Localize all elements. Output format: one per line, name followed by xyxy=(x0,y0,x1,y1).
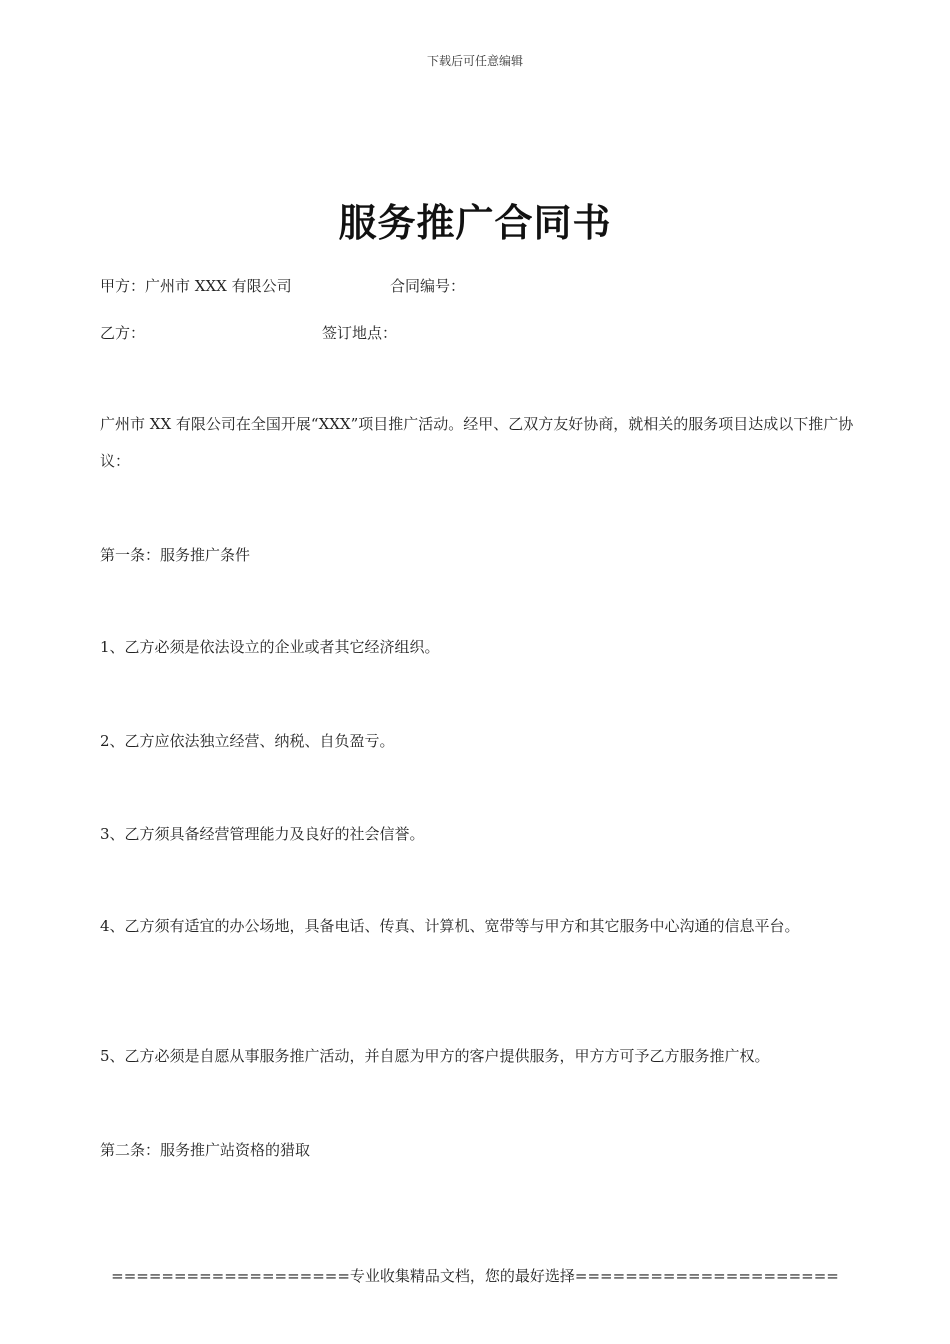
party-b: 乙方： xyxy=(100,324,146,342)
document-title: 服务推广合同书 xyxy=(338,200,612,245)
list-item-1: 1、乙方必须是依法设立的企业或者其它经济组织。 xyxy=(100,638,440,656)
article-1-title: 第一条：服务推广条件 xyxy=(100,546,251,564)
list-item-2: 2、乙方应依法独立经营、纳税、自负盈亏。 xyxy=(100,732,395,750)
header-note: 下载后可任意编辑 xyxy=(426,54,523,68)
intro-paragraph: 广州市 XX 有限公司在全国开展“XXX”项目推广活动。经甲、乙双方友好协商，就相关的服务项目达成以下推广协议： xyxy=(100,415,854,470)
sign-place-label: 签订地点： xyxy=(322,324,398,342)
list-item-3: 3、乙方须具备经营管理能力及良好的社会信誉。 xyxy=(100,825,425,843)
list-item-5: 5、乙方必须是自愿从事服务推广活动，并自愿为甲方的客户提供服务，甲方方可予乙方服务推广权。 xyxy=(100,1047,770,1065)
footer-banner: ===================专业收集精品文档，您的最好选择===================== xyxy=(111,1267,839,1285)
article-2-title: 第二条：服务推广站资格的猎取 xyxy=(100,1141,311,1159)
contract-number-label: 合同编号： xyxy=(390,277,466,295)
party-a: 甲方：广州市 XXX 有限公司 xyxy=(100,277,292,295)
list-item-4: 4、乙方须有适宜的办公场地，具备电话、传真、计算机、宽带等与甲方和其它服务中心沟通的信息平台。 xyxy=(100,917,800,935)
